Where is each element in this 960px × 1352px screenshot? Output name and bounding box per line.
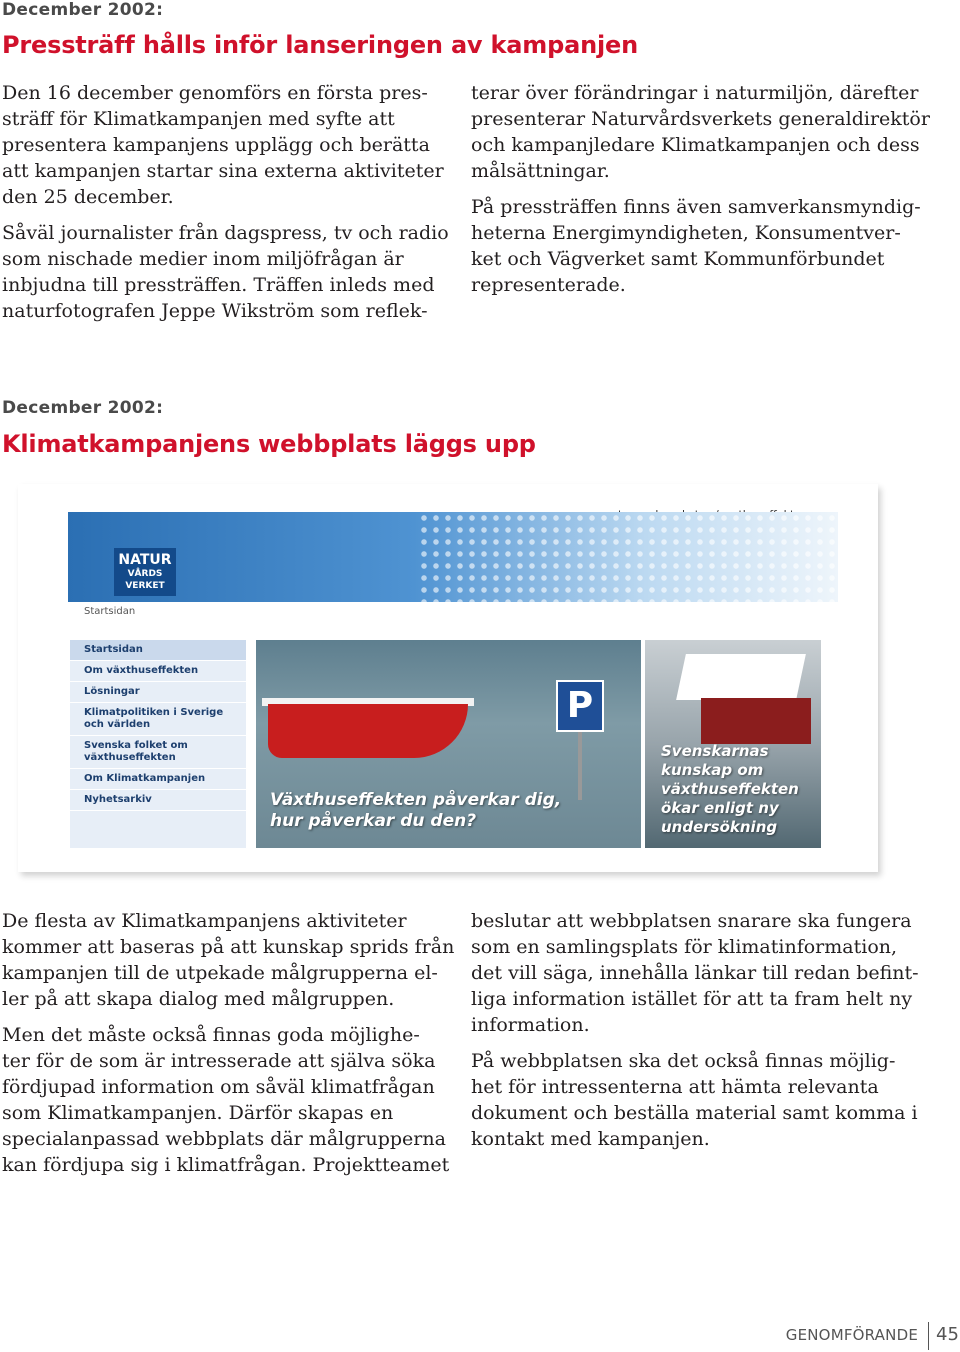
text-line: liga information istället för att ta fram helt ny [471, 988, 913, 1010]
parking-sign: P [556, 680, 604, 732]
text-line: het för intressenterna att hämta relevanta [471, 1076, 879, 1098]
paragraph [2, 80, 444, 210]
naturvardsverket-logo [114, 548, 176, 596]
website-nav-item: Klimatpolitiken i Sverige och världen [70, 703, 246, 736]
website-nav-item: Svenska folket om växthuseffekten [70, 736, 246, 769]
website-screenshot [18, 484, 878, 872]
website-nav-item: Om Klimatkampanjen [70, 769, 246, 790]
website-banner [68, 512, 838, 602]
text-line: den 25 december. [2, 186, 174, 208]
text-line: beslutar att webbplatsen snarare ska fungera [471, 910, 912, 932]
caption-line: Svenskarnas [661, 742, 769, 760]
text-line: ket och Vägverket samt Kommunförbundet [471, 248, 885, 270]
text-line: målsättningar. [471, 160, 610, 182]
paragraph [471, 194, 921, 298]
text-line: Men det måste också finnas goda möjlighe- [2, 1024, 420, 1046]
caption-line: kunskap om [661, 761, 764, 779]
text-line: inbjudna till pressträffen. Träffen inleds med [2, 274, 435, 296]
caption-line: Växthuseffekten påverkar dig, [270, 790, 562, 810]
red-boat [268, 704, 468, 758]
section2-right-column [471, 908, 919, 1162]
flooded-boat-photo [256, 640, 641, 848]
text-line: och kampanjledare Klimatkampanjen och dess [471, 134, 920, 156]
text-line: terar över förändringar i naturmiljön, därefter [471, 82, 919, 104]
logo-text: NATUR [118, 552, 172, 568]
text-line: dokument och beställa material samt komma i [471, 1102, 918, 1124]
photo-caption [270, 790, 561, 832]
red-house [701, 698, 811, 744]
footer-divider [928, 1322, 929, 1350]
text-line: ter för de som är intresserade att själva söka [2, 1050, 436, 1072]
section1-headline: Pressträff hålls inför lanseringen av kampanjen [2, 31, 638, 59]
page-number: 45 [936, 1324, 959, 1345]
logo-text: VERKET [125, 581, 165, 591]
text-line: kan fördjupa sig i klimatfrågan. Projektteamet [2, 1154, 450, 1176]
text-line: kampanjen till de utpekade målgrupperna el- [2, 962, 438, 984]
text-line: specialanpassad webbplats där målgrupperna [2, 1128, 446, 1150]
text-line: representerade. [471, 274, 626, 296]
section2-headline: Klimatkampanjens webbplats läggs upp [2, 430, 536, 458]
text-line: Såväl journalister från dagspress, tv och radio [2, 222, 449, 244]
website-nav-item: Om växthuseffekten [70, 661, 246, 682]
paragraph [471, 80, 930, 184]
footer-section-label: GENOMFÖRANDE [785, 1326, 918, 1344]
house-roof [676, 654, 806, 700]
text-line: presentera kampanjens upplägg och berätta [2, 134, 430, 156]
caption-line: undersökning [661, 818, 778, 836]
website-breadcrumb: Startsidan [84, 606, 136, 617]
section2-left-column [2, 908, 455, 1188]
photo-caption [661, 742, 799, 837]
caption-line: hur påverkar du den? [270, 811, 477, 831]
section2-kicker: December 2002: [2, 398, 164, 418]
text-line: kontakt med kampanjen. [471, 1128, 710, 1150]
website-nav-item: Startsidan [70, 640, 246, 661]
text-line: fördjupad information om såväl klimatfrågan [2, 1076, 435, 1098]
text-line: naturfotografen Jeppe Wikström som reflek- [2, 300, 428, 322]
text-line: De flesta av Klimatkampanjens aktiviteter [2, 910, 407, 932]
text-line: information. [471, 1014, 590, 1036]
text-line: På webbplatsen ska det också finnas möjlig- [471, 1050, 896, 1072]
section1-right-column [471, 80, 930, 308]
caption-line: ökar enligt ny [661, 799, 779, 817]
caption-line: växthuseffekten [661, 780, 799, 798]
sign-pole [578, 730, 582, 800]
text-line: som nischade medier inom miljöfrågan är [2, 248, 404, 270]
flooded-house-photo [645, 640, 821, 848]
text-line: som Klimatkampanjen. Därför skapas en [2, 1102, 394, 1124]
text-line: ler på att skapa dialog med målgruppen. [2, 988, 395, 1010]
paragraph [2, 220, 449, 324]
section1-left-column [2, 80, 449, 334]
text-line: kommer att baseras på att kunskap sprids från [2, 936, 455, 958]
text-line: På pressträffen finns även samverkansmyndig- [471, 196, 921, 218]
banner-dot-pattern [418, 512, 838, 602]
text-line: det vill säga, innehålla länkar till redan befint- [471, 962, 919, 984]
text-line: heterna Energimyndigheten, Konsumentver- [471, 222, 901, 244]
section1-kicker: December 2002: [2, 0, 164, 20]
logo-text: VÅRDS [127, 569, 163, 579]
text-line: sträff för Klimatkampanjen med syfte att [2, 108, 395, 130]
text-line: som en samlingsplats för klimatinformation, [471, 936, 898, 958]
website-nav-item: Lösningar [70, 682, 246, 703]
paragraph [471, 1048, 918, 1152]
paragraph [471, 908, 919, 1038]
paragraph [2, 908, 455, 1012]
website-nav-item: Nyhetsarkiv [70, 790, 246, 811]
text-line: att kampanjen startar sina externa aktiviteter [2, 160, 444, 182]
text-line: Den 16 december genomförs en första pres- [2, 82, 428, 104]
paragraph [2, 1022, 450, 1178]
website-nav [70, 640, 246, 848]
text-line: presenterar Naturvårdsverkets generaldirektör [471, 108, 930, 130]
